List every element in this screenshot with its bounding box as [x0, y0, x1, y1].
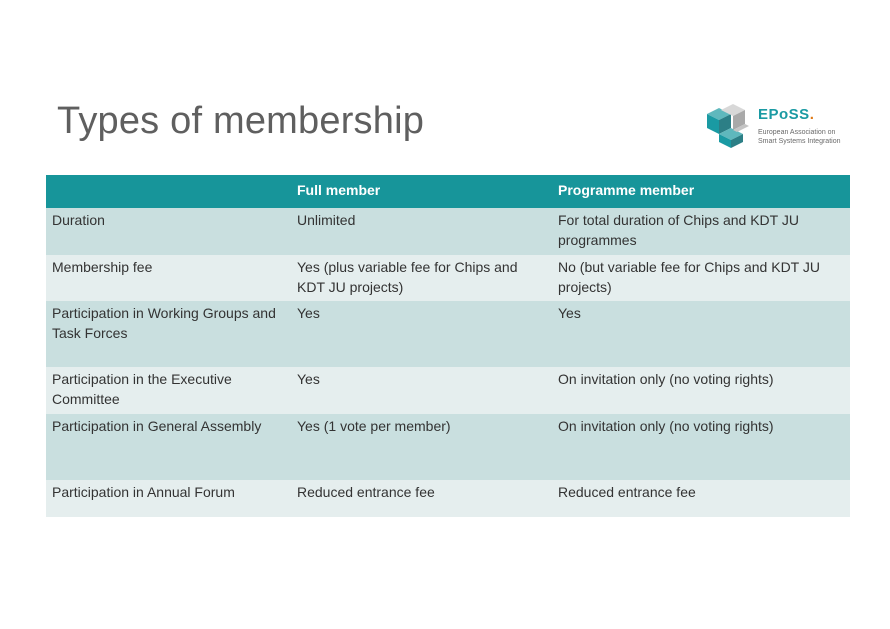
programme-member-cell: On invitation only (no voting rights) [552, 414, 850, 480]
full-member-cell: Yes (plus variable fee for Chips and KDT JU projects) [291, 255, 552, 301]
programme-member-cell: No (but variable fee for Chips and KDT JU projects) [552, 255, 850, 301]
programme-member-cell: Yes [552, 301, 850, 367]
membership-table [46, 175, 850, 517]
row-label: Participation in the Executive Committee [46, 367, 291, 414]
logo-name-dot: . [809, 106, 815, 123]
logo-subtitle-line2: Smart Systems Integration [758, 138, 841, 145]
full-member-cell: Yes (1 vote per member) [291, 414, 552, 480]
slide-title: Types of membership [57, 100, 425, 142]
table-header-row [46, 175, 850, 208]
row-label: Participation in Working Groups and Task Forces [46, 301, 291, 367]
logo-name [758, 106, 814, 123]
logo-name-main: EPoSS [758, 106, 810, 123]
logo-subtitle-line1: European Association on [758, 129, 836, 136]
programme-member-cell: Reduced entrance fee [552, 480, 850, 517]
table-row [46, 208, 850, 255]
table-row [46, 414, 850, 480]
row-label: Duration [46, 208, 291, 255]
table-row [46, 255, 850, 301]
full-member-cell: Yes [291, 367, 552, 414]
table-row [46, 367, 850, 414]
row-label: Participation in General Assembly [46, 414, 291, 480]
eposs-logo [703, 100, 853, 150]
header-full-member: Full member [291, 175, 552, 208]
programme-member-cell: On invitation only (no voting rights) [552, 367, 850, 414]
full-member-cell: Yes [291, 301, 552, 367]
table-row [46, 480, 850, 517]
row-label: Participation in Annual Forum [46, 480, 291, 517]
full-member-cell: Reduced entrance fee [291, 480, 552, 517]
row-label: Membership fee [46, 255, 291, 301]
programme-member-cell: For total duration of Chips and KDT JU programmes [552, 208, 850, 255]
table-row [46, 301, 850, 367]
header-blank [46, 175, 291, 208]
header-programme-member: Programme member [552, 175, 850, 208]
logo-subtitle [758, 128, 858, 146]
eposs-logo-icon [703, 100, 753, 150]
full-member-cell: Unlimited [291, 208, 552, 255]
